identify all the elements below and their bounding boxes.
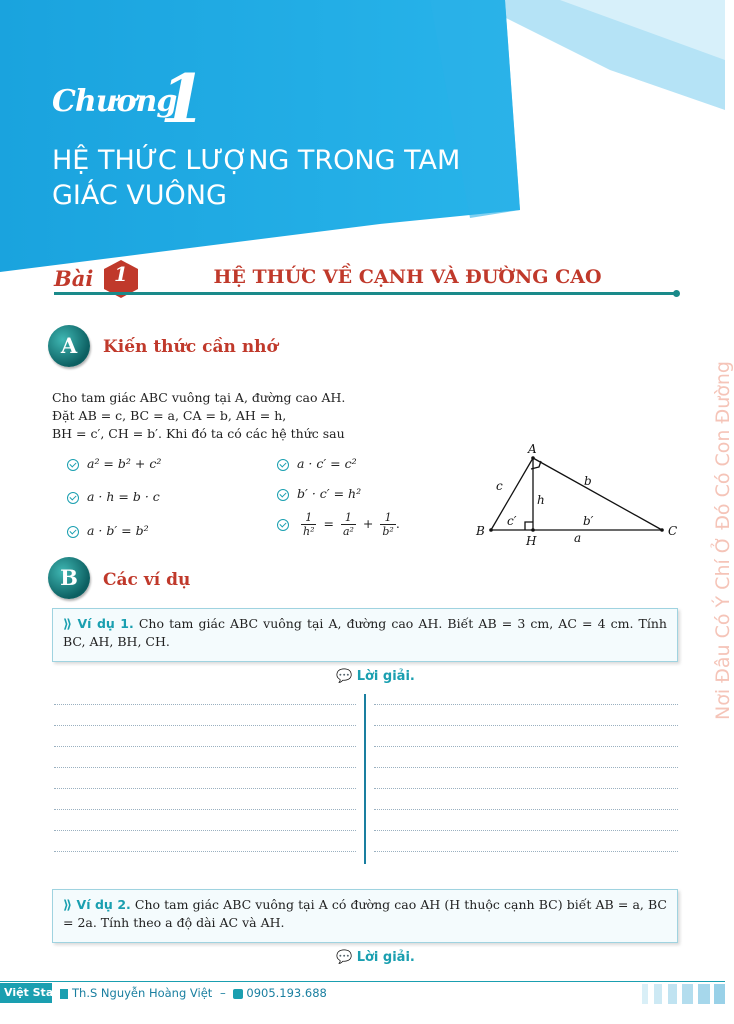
answer-line — [54, 746, 356, 747]
segment-cprime-label: c′ — [507, 514, 517, 528]
intro-paragraph — [52, 389, 422, 443]
fraction-1-over-h2: $\frac{1}{\text{h²}}$ — [302, 511, 315, 538]
answer-line — [54, 851, 356, 852]
lesson-title: HỆ THỨC VỀ CẠNH VÀ ĐƯỜNG CAO — [213, 266, 602, 288]
example-2-tag: ⟫ Ví dụ 2. — [63, 897, 131, 912]
answer-area-1[interactable] — [54, 694, 678, 864]
example-2-text: Cho tam giác ABC vuông tại A có đường cao AH (H thuộc cạnh BC) biết AB = a, BC = 2a. Tính theo a độ dài AC và AH. — [63, 897, 667, 930]
answer-line — [54, 704, 356, 705]
lesson-word: Bài — [54, 266, 94, 291]
check-circle-icon — [67, 526, 79, 538]
segment-bprime-label: b′ — [583, 514, 594, 528]
formula-3 — [67, 489, 160, 504]
chapter-title: HỆ THỨC LƯỢNG TRONG TAM GIÁC VUÔNG — [52, 145, 461, 211]
side-c-label: c — [496, 479, 503, 493]
formula-1 — [67, 456, 161, 471]
vertex-b-label: B — [476, 524, 485, 538]
phone-icon — [233, 989, 243, 999]
answer-line — [54, 767, 356, 768]
example-1-text: Cho tam giác ABC vuông tại A, đường cao AH. Biết AB = 3 cm, AC = 4 cm. Tính BC, AH, BH, CH. — [63, 616, 667, 649]
section-b-title: Các ví dụ — [103, 570, 191, 590]
footer-decoration — [640, 984, 725, 1004]
formula-5 — [67, 523, 149, 538]
answer-line — [374, 704, 678, 705]
answer-line — [54, 788, 356, 789]
intro-line-1: Cho tam giác ABC vuông tại A, đường cao AH. — [52, 390, 346, 405]
check-circle-icon — [67, 492, 79, 504]
footer-dash: – — [219, 986, 226, 1000]
answer-line — [374, 788, 678, 789]
answer-line — [374, 746, 678, 747]
check-circle-icon — [67, 459, 79, 471]
intro-line-2: Đặt AB = c, BC = a, CA = b, AH = h, — [52, 408, 287, 423]
lesson-divider — [54, 292, 676, 295]
lesson-number: 1 — [114, 262, 128, 286]
answer-line — [54, 830, 356, 831]
foot-h-label: H — [526, 534, 537, 548]
answer-line — [374, 809, 678, 810]
right-triangle-figure — [470, 438, 690, 550]
speech-bubble-icon: 💬 — [336, 669, 353, 684]
section-b-badge: B — [48, 557, 90, 599]
solution-label-1: 💬 Lời giải. — [336, 669, 415, 684]
formula-5-text: a · b′ = b² — [87, 523, 149, 538]
side-a-label: a — [574, 531, 582, 545]
example-1-box — [52, 608, 678, 662]
answer-line — [374, 725, 678, 726]
formula-2 — [277, 456, 357, 471]
section-a-title: Kiến thức cần nhớ — [103, 337, 278, 357]
intro-line-3: BH = c′, CH = b′. Khi đó ta có các hệ thức sau — [52, 426, 345, 441]
answer-line — [374, 767, 678, 768]
vertex-a-label: A — [528, 442, 537, 456]
answer-line — [54, 809, 356, 810]
example-1-tag: ⟫ Ví dụ 1. — [63, 616, 134, 631]
formula-4-text: b′ · c′ = h² — [297, 486, 362, 501]
chapter-word: Chương — [52, 84, 177, 119]
check-circle-icon — [277, 459, 289, 471]
formula-3-text: a · h = b · c — [87, 489, 160, 504]
answer-line — [54, 725, 356, 726]
answer-area-divider — [364, 694, 366, 864]
footer-phone: 0905.193.688 — [246, 986, 327, 1000]
section-a-badge: A — [48, 325, 90, 367]
formula-1-text: a² = b² + c² — [87, 456, 162, 471]
vertex-c-label: C — [668, 524, 678, 538]
check-circle-icon — [277, 489, 289, 501]
example-2-box — [52, 889, 678, 943]
chapter-number: 1 — [160, 60, 206, 138]
formula-4 — [277, 486, 361, 501]
footer-author: Th.S Nguyễn Hoàng Việt — [72, 986, 213, 1000]
lesson-divider-dot — [673, 290, 680, 297]
height-h-label: h — [537, 493, 545, 507]
document-icon — [60, 989, 68, 999]
formula-2-text: a · c′ = c² — [297, 456, 357, 471]
fraction-1-over-b2: $\frac{1}{\text{b²}}$ — [382, 511, 394, 538]
speech-bubble-icon: 💬 — [336, 950, 353, 965]
check-circle-icon — [277, 519, 289, 531]
fraction-1-over-a2: $\frac{1}{\text{a²}}$ — [342, 511, 354, 538]
solution-label-2: 💬 Lời giải. — [336, 950, 415, 965]
answer-line — [374, 851, 678, 852]
side-watermark: Nơi Đâu Có Ý Chí Ở Đó Có Con Đường — [712, 361, 734, 720]
answer-line — [374, 830, 678, 831]
footer-author-info — [60, 986, 327, 1000]
side-b-label: b — [584, 474, 592, 488]
formula-6: $\frac{1}{\text{h²}}$ = $\frac{1}{\text{a²}}$ + $\frac{1}{\text{b²}}$ . — [277, 511, 400, 538]
footer-brand: Việt Star — [0, 983, 52, 1003]
